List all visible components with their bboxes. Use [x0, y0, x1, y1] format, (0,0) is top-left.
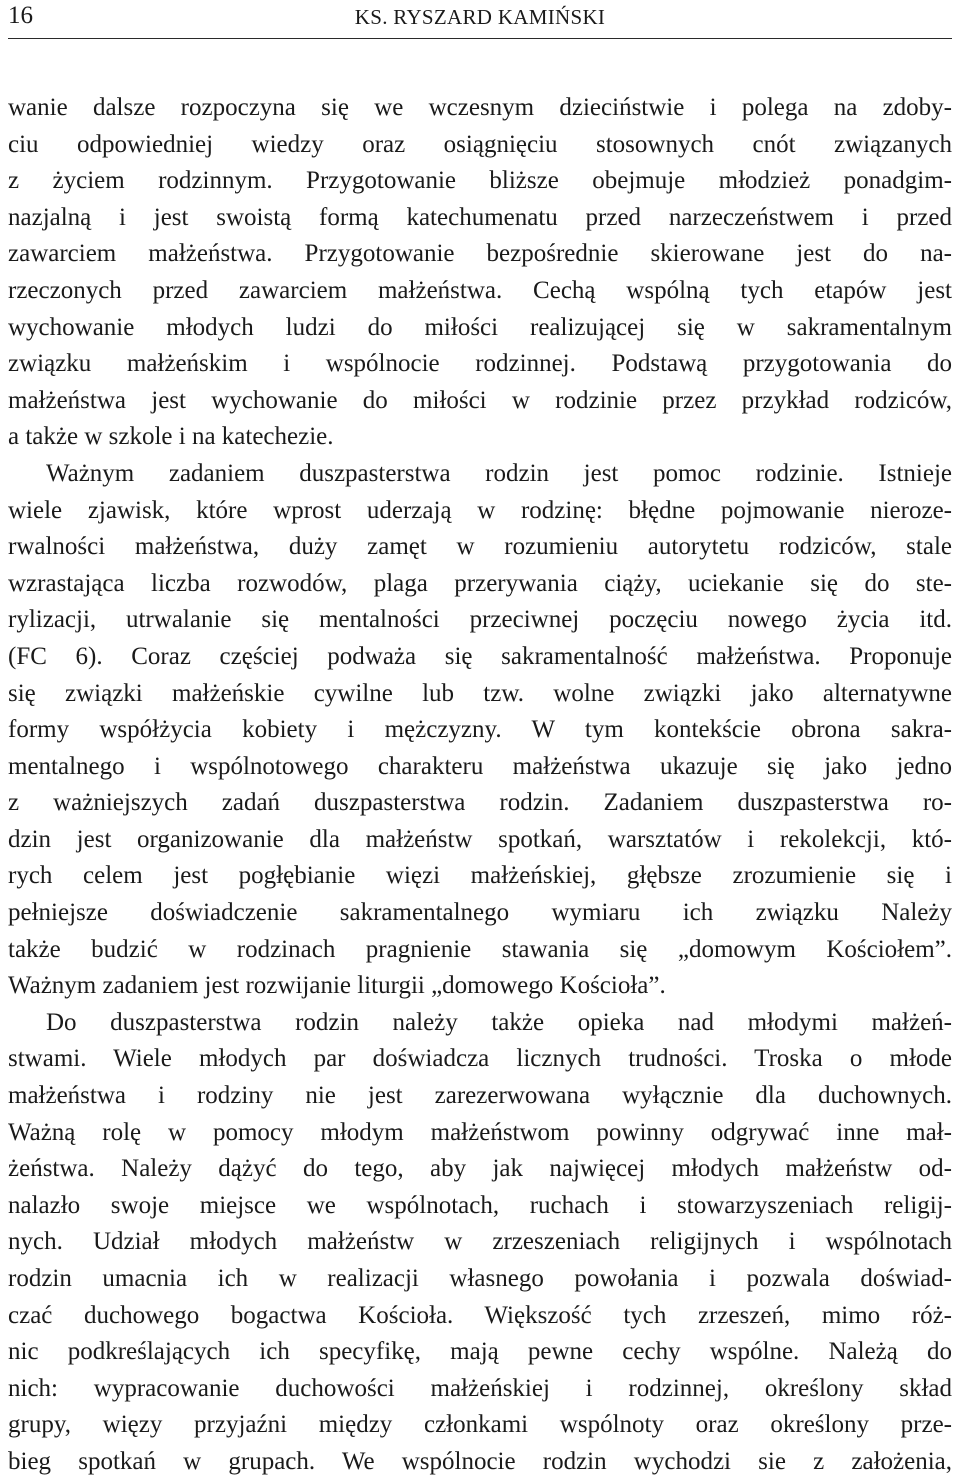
text-line: rylizacji, utrwalanie się mentalności przeciwnej poczęciu nowego życia itd. [8, 606, 952, 634]
text-line: nazjalną i jest swoistą formą katechumenatu przed narzeczeństwem i przed [8, 203, 952, 231]
text-line: ciu odpowiedniej wiedzy oraz osiągnięciu stosownych cnót związanych [8, 130, 952, 158]
text-line: grupy, więzy przyjaźni między członkami wspólnoty oraz określony prze- [8, 1411, 952, 1439]
text-line: mentalnego i wspólnotowego charakteru małżeństwa ukazuje się jako jedno [8, 752, 952, 780]
text-line: stwami. Wiele młodych par doświadcza licznych trudności. Troska o młode [8, 1045, 952, 1073]
text-line: z ważniejszych zadań duszpasterstwa rodzin. Zadaniem duszpasterstwa ro- [8, 789, 952, 817]
text-line: także budzić w rodzinach pragnienie stawania się „domowym Kościołem”. [8, 935, 952, 963]
text-line: małżeństwa jest wychowanie do miłości w rodzinie przez przykład rodziców, [8, 386, 952, 414]
text-line: żeństwa. Należy dążyć do tego, aby jak najwięcej młodych małżeństw od- [8, 1155, 952, 1183]
paragraph-start-line: Do duszpasterstwa rodzin należy także opieka nad młodymi małżeń- [46, 1008, 952, 1036]
text-line: dzin jest organizowanie dla małżeństw spotkań, warsztatów i rekolekcji, któ- [8, 825, 952, 853]
page-header [8, 0, 952, 39]
text-line: zawarciem małżeństwa. Przygotowanie bezpośrednie skierowane jest do na- [8, 240, 952, 268]
text-line: (FC 6). Coraz częściej podważa się sakramentalność małżeństwa. Proponuje [8, 642, 952, 670]
text-line: formy współżycia kobiety i mężczyzny. W tym kontekście obrona sakra- [8, 716, 952, 744]
text-line: nych. Udział młodych małżeństw w zrzeszeniach religijnych i wspólnotach [8, 1228, 952, 1256]
text-line: wanie dalsze rozpoczyna się we wczesnym dzieciństwie i polega na zdoby- [8, 94, 952, 121]
body-text [8, 90, 952, 1481]
text-line: czać duchowego bogactwa Kościoła. Większość tych zrzeszeń, mimo róż- [8, 1301, 952, 1329]
text-line: Ważną rolę w pomocy młodym małżeństwom powinny odgrywać inne mał- [8, 1118, 952, 1146]
text-line: wzrastająca liczba rozwodów, plaga przerywania ciąży, uciekanie się do ste- [8, 569, 952, 597]
text-line: nalazło swoje miejsce we wspólnotach, ruchach i stowarzyszeniach religij- [8, 1191, 952, 1219]
text-line: a także w szkole i na katechezie. [8, 423, 334, 451]
text-line: wychowanie młodych ludzi do miłości realizującej się w sakramentalnym [8, 313, 952, 341]
text-line: małżeństwa i rodziny nie jest zarezerwowana wyłącznie dla duchownych. [8, 1082, 952, 1110]
text-line: się związki małżeńskie cywilne lub tzw. wolne związki jako alternatywne [8, 679, 952, 707]
text-line: z życiem rodzinnym. Przygotowanie bliższe obejmuje młodzież ponadgim- [8, 167, 952, 195]
text-line: bieg spotkań w grupach. We wspólnocie rodzin wychodzi sie z założenia, [8, 1447, 952, 1475]
text-line: związku małżeńskim i wspólnocie rodzinnej. Podstawą przygotowania do [8, 350, 952, 378]
text-line: rodzin umacnia ich w realizacji własnego powołania i pozwala doświad- [8, 1265, 952, 1292]
running-title: KS. RYSZARD KAMIŃSKI [354, 5, 606, 29]
text-line: pełniejsze doświadczenie sakramentalnego wymiaru ich związku Należy [8, 899, 952, 927]
text-line: rwalności małżeństwa, duży zamęt w rozumieniu autorytetu rodziców, stale [8, 533, 952, 561]
page-number: 16 [8, 2, 33, 29]
text-line: nich: wypracowanie duchowości małżeńskiej i rodzinnej, określony skład [8, 1374, 952, 1402]
paragraph-start-line: Ważnym zadaniem duszpasterstwa rodzin jest pomoc rodzinie. Istnieje [46, 459, 952, 487]
text-line: Ważnym zadaniem jest rozwijanie liturgii „domowego Kościoła”. [8, 972, 666, 1000]
text-line: nic podkreślających ich specyfikę, mają pewne cechy wspólne. Należą do [8, 1338, 952, 1366]
text-line: wiele zjawisk, które wprost uderzają w rodzinę: błędne pojmowanie nieroze- [8, 496, 952, 524]
text-line: rzeczonych przed zawarciem małżeństwa. Cechą wspólną tych etapów jest [8, 276, 952, 304]
text-line: rych celem jest pogłębianie więzi małżeńskiej, głębsze zrozumienie się i [8, 862, 952, 890]
